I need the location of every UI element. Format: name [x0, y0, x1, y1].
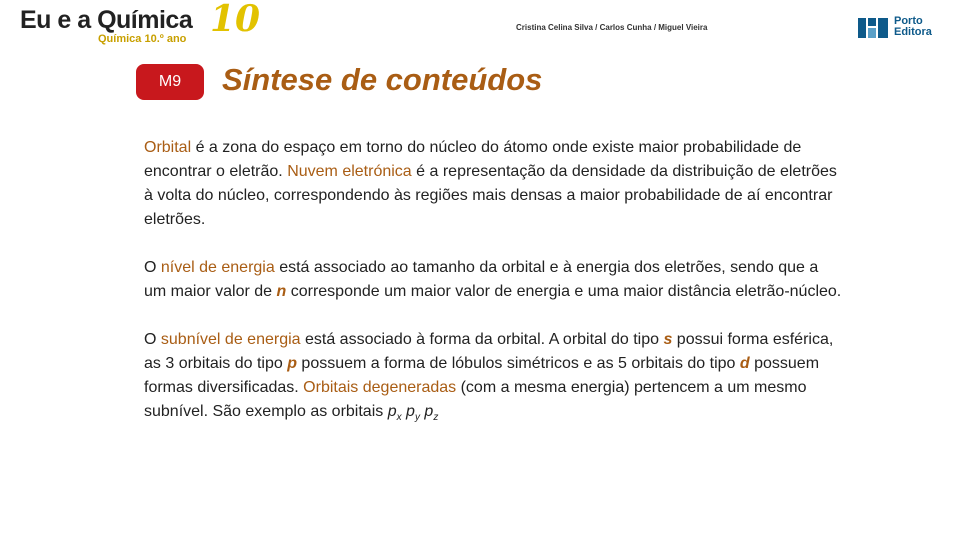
brand-number-logo: 10: [210, 0, 261, 40]
text: possui forma esférica, as 3 orbitais do tipo: [144, 331, 834, 372]
text: corresponde um maior valor de energia e uma maior distância eletrão-núcleo.: [286, 283, 842, 300]
publisher-line-2: Editora: [894, 26, 932, 38]
text: está associado à forma da orbital. A orbital do tipo: [300, 331, 664, 348]
term-subnivel-energia: subnível de energia: [160, 331, 301, 348]
text: (com a mesma energia) pertencem a um mesmo subnível. São exemplo as orbitais: [144, 379, 807, 420]
symbol-s: s: [663, 331, 673, 348]
module-badge: [137, 65, 203, 99]
publisher-line-1: Porto: [894, 15, 923, 27]
term-orbital: Orbital: [144, 139, 192, 156]
paragraph-nivel-energia: [144, 256, 844, 304]
symbol-n: n: [276, 283, 287, 300]
orbital-px: $p_x$: [387, 403, 402, 424]
brand-subtitle: Química 10.º ano: [98, 33, 187, 45]
orbital-py: $p_y$: [406, 403, 420, 424]
paragraph-orbital: [144, 136, 844, 232]
text: é a representação da densidade da distribuição de eletrões à volta do núcleo, correspondendo às regiões mais densas a maior probabilidade de aí encontrar eletrões.: [144, 163, 837, 228]
text: possuem formas diversificadas.: [144, 355, 820, 396]
brand-title: Eu e a Química: [20, 6, 193, 34]
term-nivel-energia: nível de energia: [160, 259, 275, 276]
symbol-p: p: [287, 355, 297, 372]
text: está associado ao tamanho da orbital e à energia dos eletrões, sendo que a um maior valor de: [144, 259, 819, 300]
publisher-mark-icon: [858, 16, 890, 40]
publisher-name: [894, 16, 932, 38]
orbital-pz: $p_z$: [424, 403, 439, 424]
publisher-logo: [858, 16, 954, 40]
slide-title: Síntese de conteúdos: [222, 62, 543, 97]
text: O: [144, 331, 161, 348]
header: [0, 0, 960, 52]
text: possuem a forma de lóbulos simétricos e as 5 orbitais do tipo: [296, 355, 740, 372]
term-orbitais-degeneradas: Orbitais degeneradas: [303, 379, 457, 396]
term-nuvem-eletronica: Nuvem eletrónica: [287, 163, 412, 180]
text: O: [144, 259, 161, 276]
symbol-d: d: [739, 355, 750, 372]
paragraph-subnivel-energia: [144, 328, 844, 424]
text: é a zona do espaço em torno do núcleo do átomo onde existe maior probabilidade de encontrar o eletrão.: [144, 139, 802, 180]
authors-line: Cristina Celina Silva / Carlos Cunha / Miguel Vieira: [516, 23, 708, 32]
module-label: M9: [158, 73, 182, 90]
content-body: [144, 136, 844, 448]
